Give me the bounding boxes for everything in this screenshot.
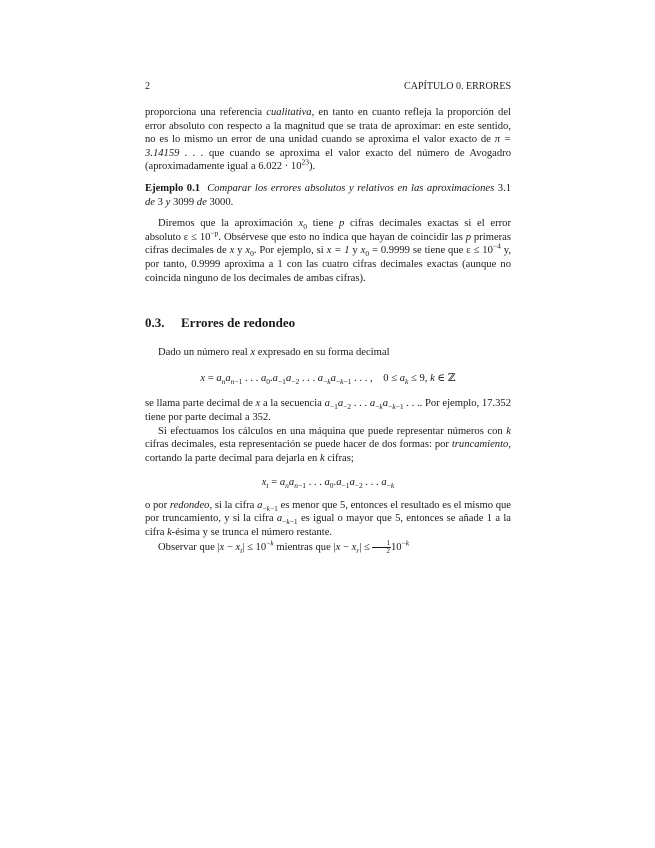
equation-decimal-expansion: $x = a_na_{n-1}$ . . . $a_0.a_{-1}a_{-2}$ . . . $a_{-k}a_{-k-1}$ . . . , $0 \le a_k \le 9$, k ∈ ℤ <box>200 372 456 386</box>
paragraph-exact-decimals: Diremos que la aproximación $x_0$ tiene p cifras decimales exactas si el error absoluto $\varepsilon \le 10^{-p}$. Obsérvese que esto no indica que hayan de coincidir las p primeras cifras decimales de x y $x_0$. Por ejemplo, si x = 1 y $x_0 = 0.9999$ se tiene que $\varepsilon \le 10^{-4}$ y, por tanto, 0.9999 aproxima a 1 con las cuatro cifras decimales exactas (aunque no coincida ninguno de los decimales de ambas cifras). <box>145 218 512 284</box>
paragraph-decimal-form: Dado un número real x expresado en su forma decimal <box>158 347 390 359</box>
paragraph-relative-error: proporciona una referencia cualitativa, en tanto en cuanto refleja la proporción del error absoluto con respecto a la magnitud que se trata de aproximar: en este sentido, no es lo mismo un error de una unidad cuando se aproxima el valor exacto de π = 3.14159 . . . que cuando se aproxima el valor exacto del número de Avogadro (aproximadamente igual a $6.022 \cdot 10^{23}$). <box>145 107 512 173</box>
page-body <box>145 106 511 555</box>
section-number: 0.3. <box>145 315 165 331</box>
paragraph-rounding: o por redondeo, si la cifra $a_{-k-1}$ es menor que 5, entonces el resultado es el mismo que por truncamiento, y si la cifra $a_{-k-1}$ es igual o mayor que 5, entonces se añade 1 a la cifra k-ésima y se trunca el número restante. <box>145 499 512 539</box>
chapter-title: CAPÍTULO 0. ERRORES <box>404 81 511 92</box>
fraction-one-half: $\frac{1}{2}$ <box>372 540 391 555</box>
paragraph-decimal-part: se llama parte decimal de x a la secuencia $a_{-1}a_{-2}$ . . . $a_{-k}a_{-k-1}$ . . .. Por ejemplo, 17.352 tiene por parte decimal a 352. <box>145 398 511 423</box>
example-label: Ejemplo 0.1 <box>145 182 201 194</box>
paragraph-error-bounds: Observar que $|x - x_t| \le 10^{-k}$ mientras que $|x - x_r|$ ≤ $\frac{1}{2}$ $10^{-k}$ <box>158 538 410 555</box>
section-title: Errores de redondeo <box>181 315 296 331</box>
section-heading <box>145 315 511 331</box>
page-number: 2 <box>145 81 150 92</box>
example-0-1: Ejemplo 0.1 Comparar los errores absolutos y relativos en las aproximaciones 3.1 de 3 y 3099 de 3000. <box>145 182 512 208</box>
paragraph-truncation: Si efectuamos los cálculos en una máquina que puede representar números con k cifras decimales, esta representación se puede hacer de dos formas: por truncamiento, cortando la parte decimal para dejarla en k cifras; <box>145 425 511 464</box>
equation-truncation: $x_t = a_na_{n-1}$ . . . $a_0.a_{-1}a_{-2}$ . . . $a_{-k}$ <box>261 477 395 491</box>
running-header <box>145 81 511 92</box>
